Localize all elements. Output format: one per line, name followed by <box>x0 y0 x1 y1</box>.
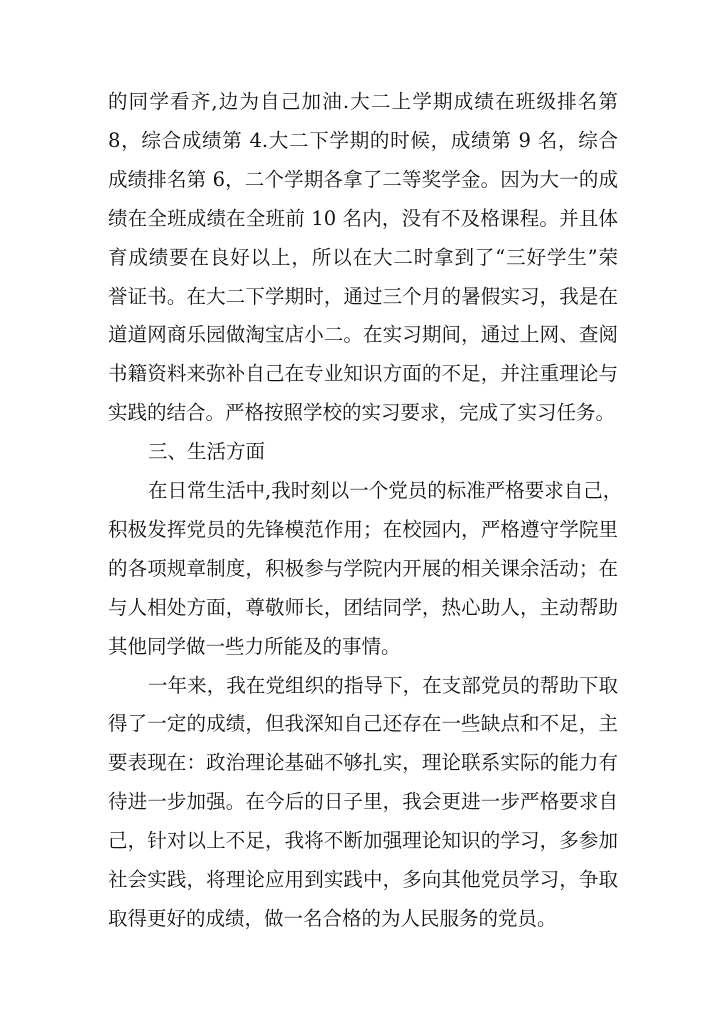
paragraph-line: 的同学看齐,边为自己加油.大二上学期成绩在班级排名第 <box>108 90 618 113</box>
paragraph-line: 得了一定的成绩，但我深知自己还存在一些缺点和不足，主 <box>108 712 618 735</box>
paragraph-line: 一年来，我在党组织的指导下，在支部党员的帮助下取 <box>148 674 618 697</box>
paragraph-line: 的各项规章制度，积极参与学院内开展的相关课余活动；在 <box>108 557 618 580</box>
paragraph-line: 其他同学做一些力所能及的事情。 <box>108 635 401 658</box>
paragraph-line: 育成绩要在良好以上，所以在大二时拿到了“三好学生”荣 <box>108 246 618 269</box>
paragraph-line: 与人相处方面，尊敬师长，团结同学，热心助人，主动帮助 <box>108 596 618 619</box>
paragraph-line: 待进一步加强。在今后的日子里，我会更进一步严格要求自 <box>108 790 618 813</box>
paragraph-line: 8，综合成绩第 4.大二下学期的时候，成绩第 9 名，综合 <box>108 129 618 152</box>
paragraph-line: 誉证书。在大二下学期时，通过三个月的暑假实习，我是在 <box>108 285 618 308</box>
paragraph-line: 己，针对以上不足，我将不断加强理论知识的学习，多参加 <box>108 829 618 852</box>
section-heading: 三、生活方面 <box>148 440 266 463</box>
paragraph-line: 在日常生活中,我时刻以一个党员的标准严格要求自己， <box>148 479 623 502</box>
paragraph-line: 取得更好的成绩，做一名合格的为人民服务的党员。 <box>108 907 557 930</box>
paragraph-line: 积极发挥党员的先锋模范作用；在校园内，严格遵守学院里 <box>108 518 618 541</box>
paragraph-line: 道道网商乐园做淘宝店小二。在实习期间，通过上网、查阅 <box>108 323 618 346</box>
paragraph-line: 书籍资料来弥补自己在专业知识方面的不足，并注重理论与 <box>108 362 618 385</box>
paragraph-line: 实践的结合。严格按照学校的实习要求，完成了实习任务。 <box>108 401 616 424</box>
paragraph-line: 绩在全班成绩在全班前 10 名内，没有不及格课程。并且体 <box>108 207 618 230</box>
paragraph-line: 要表现在：政治理论基础不够扎实，理论联系实际的能力有 <box>108 751 618 774</box>
paragraph-line: 社会实践，将理论应用到实践中，多向其他党员学习，争取 <box>108 868 618 891</box>
paragraph-line: 成绩排名第 6，二个学期各拿了二等奖学金。因为大一的成 <box>108 168 618 191</box>
